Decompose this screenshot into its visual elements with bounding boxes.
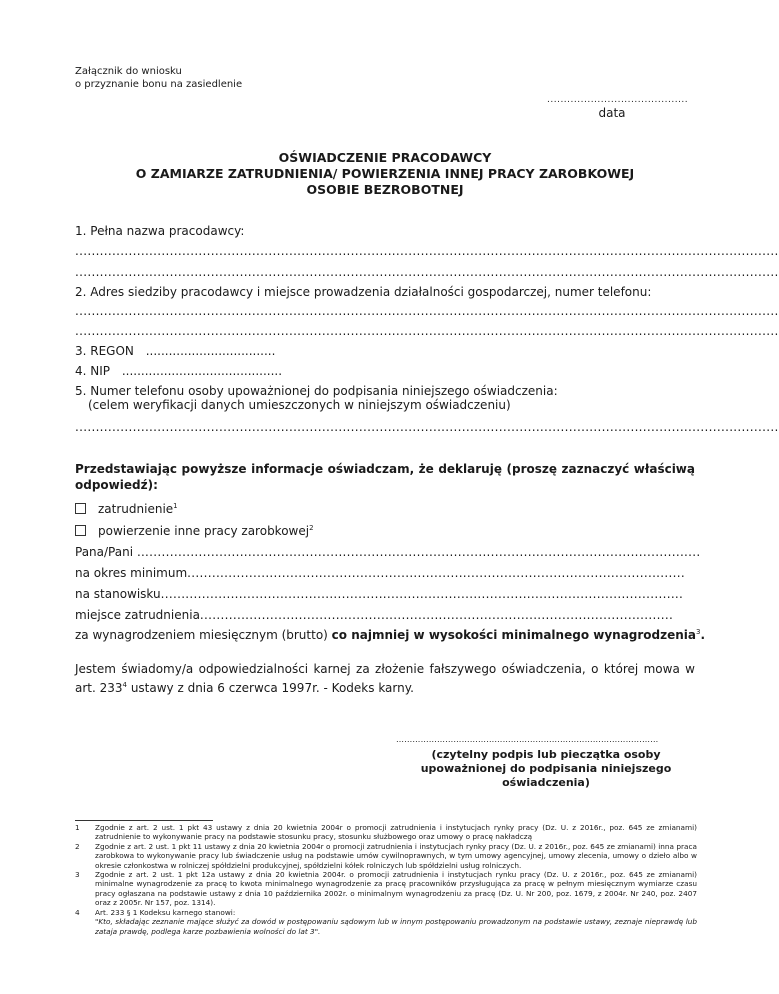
phone-sublabel: (celem weryfikacji danych umieszczonych w niniejszym oświadczeniu)	[88, 398, 511, 412]
workplace-row	[75, 608, 695, 622]
attachment-note	[75, 65, 242, 91]
liability-statement	[75, 661, 695, 696]
period-label: na okres minimum	[75, 566, 188, 580]
workplace-label: miejsce zatrudnienia	[75, 608, 200, 622]
employer-name-field-2[interactable]: ...........................................................................................................................................................................	[75, 265, 779, 279]
person-row	[75, 545, 701, 559]
position-row	[75, 587, 695, 601]
footnote-ref-2: 2	[309, 524, 314, 532]
signature-field[interactable]: ……………………………………………………………………………………	[396, 735, 659, 744]
footnote-ref-4: 4	[122, 681, 127, 689]
salary-end: .	[700, 628, 706, 642]
person-field[interactable]: …......................................................................................................................................	[136, 545, 701, 559]
employer-address-field-1[interactable]: ...........................................................................................................................................................................	[75, 304, 779, 318]
regon-field[interactable]: ..................................	[145, 344, 276, 358]
employer-name-label: 1. Pełna nazwa pracodawcy:	[75, 224, 245, 238]
nip-field[interactable]: ..........................................	[121, 364, 283, 378]
option-employment-label: zatrudnienie	[98, 502, 174, 516]
workplace-field[interactable]: ...................................................................................................................	[199, 608, 674, 622]
option-other-work-label: powierzenie inne pracy zarobkowej	[98, 524, 310, 538]
attachment-line-2: o przyznanie bonu na zasiedlenie	[75, 79, 243, 90]
checkbox-employment[interactable]	[75, 503, 86, 514]
title-line-1: OŚWIADCZENIE PRACODAWCY	[278, 150, 492, 165]
signature-caption: (czytelny podpis lub pieczątka osoby upoważnionej do podpisania niniejszego oświadczenia)	[420, 748, 672, 789]
checkbox-other-work[interactable]	[75, 525, 86, 536]
footnote-2-number: 2	[75, 842, 80, 851]
footnote-4-quote: "Kto, składając zeznanie mające służyć za dowód w postępowaniu sądowym lub w innym postępowaniu prowadzonym na podstawie ustawy, zeznaje nieprawdę lub zataja prawdę, podlega karze pozbawienia wolności do lat 3".	[95, 917, 697, 936]
phone-label: 5. Numer telefonu osoby upoważnionej do podpisania niniejszego oświadczenia:	[75, 384, 558, 398]
statement-part-1: Jestem świadomy/a odpowiedzialności karnej za złożenie fałszywego oświadczenia, o której mowa w art. 233	[75, 662, 695, 695]
footnote-2	[75, 842, 697, 870]
footnote-3-number: 3	[75, 870, 80, 879]
option-employment[interactable]	[75, 502, 178, 516]
regon-label: 3. REGON	[75, 344, 134, 358]
footnote-divider	[75, 820, 213, 821]
footnote-1-number: 1	[75, 823, 80, 832]
statement-part-2: ustawy z dnia 6 czerwca 1997r. - Kodeks karny.	[127, 681, 414, 695]
employer-address-label: 2. Adres siedziby pracodawcy i miejsce prowadzenia działalności gospodarczej, numer telefonu:	[75, 285, 652, 299]
regon-row	[75, 344, 275, 359]
date-label: data	[598, 106, 626, 120]
footnote-ref-1: 1	[173, 502, 178, 510]
phone-field[interactable]: ...........................................................................................................................................................................	[75, 420, 779, 434]
salary-bold-text: co najmniej w wysokości minimalnego wynagrodzenia	[331, 628, 697, 642]
salary-text: za wynagrodzeniem miesięcznym (brutto)	[75, 628, 332, 642]
footnote-4-text: Art. 233 § 1 Kodeksu karnego stanowi:	[95, 908, 236, 917]
person-label: Pana/Pani	[75, 545, 134, 559]
title-line-3: OSOBIE BEZROBOTNEJ	[306, 182, 464, 197]
position-field[interactable]: ...............................................................................................................................	[160, 587, 684, 601]
nip-row	[75, 364, 282, 379]
salary-row	[75, 628, 706, 642]
footnote-ref-3: 3	[696, 628, 701, 636]
title-line-2: O ZAMIARZE ZATRUDNIENIA/ POWIERZENIA INNEJ PRACY ZAROBKOWEJ	[135, 166, 635, 181]
period-field[interactable]: .........................................................................................................................	[187, 566, 685, 580]
date-field[interactable]: ..........................................	[547, 95, 689, 105]
footnote-4-number: 4	[75, 908, 80, 917]
position-label: na stanowisku	[75, 587, 161, 601]
footnote-2-text: Zgodnie z art. 2 ust. 1 pkt 11 ustawy z dnia 20 kwietnia 2004r o promocji zatrudnienia i instytucjach rynky pracy (Dz. U. z 2016r., poz. 645 ze zmianami) inna praca zarobkowa to wykonywanie pracy lub świadczenie usług na podstawie umów cywilnoprawnych, w tym umowy agencyjnej, umowy zlecenia, umowy o dzieło albo w okresie członkostwa w rolniczej spółdzielni produkcyjnej, spółdzielni kółek rolniczych lub spółdzielni usług rolniczych.	[95, 842, 697, 870]
attachment-line-1: Załącznik do wniosku	[75, 66, 182, 77]
option-other-work[interactable]	[75, 524, 314, 538]
employer-address-field-2[interactable]: ...........................................................................................................................................................................	[75, 324, 779, 338]
employer-name-field-1[interactable]: ...........................................................................................................................................................................	[75, 244, 779, 258]
declaration-text: Przedstawiając powyższe informacje oświadczam, że deklaruję (proszę zaznaczyć właściwą odpowiedź):	[75, 462, 695, 492]
period-row	[75, 566, 695, 580]
document-title	[75, 150, 695, 198]
footnote-3	[75, 870, 697, 907]
footnote-4	[75, 908, 697, 936]
footnote-3-text: Zgodnie z art. 2 ust. 1 pkt 12a ustawy z dnia 20 kwietnia 2004r. o promocji zatrudnienia i instytucjach rynku pracy (Dz. U. z 2016r., poz. 645 ze zmianami) minimalne wynagrodzenie za pracę to kwota minimalnego wynagrodzenie za pracę pracowników przysługująca za pracę w pełnym miesięcznym wymiarze czasu pracy ogłaszana na podstawie ustawy z dnia 10 października 2002r. o minimalnym wynagrodzeniu za pracę (Dz. U. Nr 200, poz. 1679, z 2004r. Nr 240, poz. 2407 oraz z 2005r. Nr 157, poz. 1314).	[95, 870, 697, 907]
footnote-1	[75, 823, 697, 842]
footnote-1-text: Zgodnie z art. 2 ust. 1 pkt 43 ustawy z dnia 20 kwietnia 2004r o promocji zatrudnienia i instytucjach rynky pracy (Dz. U. z 2016r., poz. 645 ze zmianami) zatrudnienie to wykonywanie pracy na podstawie stosunku pracy, stosunku służbowego oraz umowy o pracę nakładczą	[95, 823, 697, 842]
nip-label: 4. NIP	[75, 364, 111, 378]
